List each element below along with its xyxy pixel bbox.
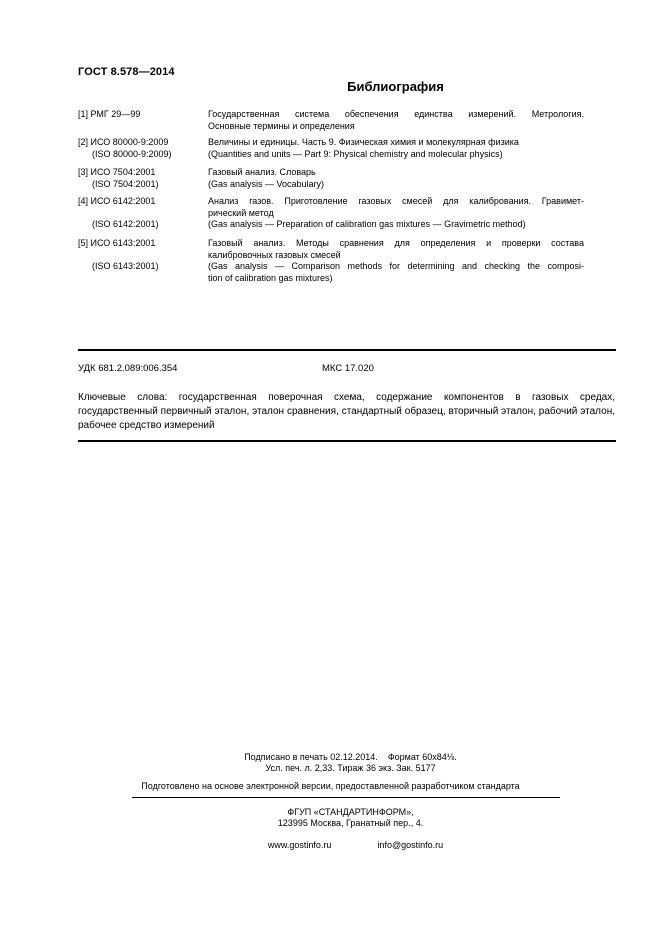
reference-iso-code: (ISO 6143:2001) [92,261,159,271]
reference-code: ИСО 6142:2001 [90,196,156,206]
print-details-line: Усл. печ. л. 2,33. Тираж 36 экз. Зак. 5177 [265,763,436,773]
reference-code: ИСО 6143:2001 [90,238,156,248]
reference-text-line: (Quantities and units — Part 9: Physical chemistry and molecular physics) [208,148,503,159]
document-code: ГОСТ 8.578—2014 [78,66,175,78]
reference-text-line: Газовый анализ. Методы сравнения для определения и проверки состава [208,238,584,248]
mks-code: МКС 17.020 [322,363,374,374]
imprint-divider [132,797,560,798]
reference-text-line: (Gas analysis — Preparation of calibration gas mixtures — Gravimetric method) [208,219,526,229]
reference-number: [4] [78,196,89,206]
reference-text-line: калибровочных газовых смесей [208,249,341,260]
prepared-note: Подготовлено на основе электронной версии, предоставленной разработчиком стандарта [141,781,520,791]
bibliography-title: Библиография [347,79,444,94]
website-link[interactable]: www.gostinfo.ru [267,840,332,850]
reference-code: РМГ 29—99 [90,109,141,119]
reference-text-line: рический метод [208,207,274,218]
reference-text-line: Величины и единицы. Часть 9. Физическая химия и молекулярная физика [208,137,519,147]
udk-code: УДК 681.2.089:006.354 [78,363,178,374]
email-link[interactable]: info@gostinfo.ru [377,840,444,850]
reference-iso-code: (ISO 80000-9:2009) [92,148,172,159]
reference-code: ИСО 80000-9:2009 [90,137,169,147]
reference-text-line: Анализ газов. Приготовление газовых смесей для калибрования. Гравимет- [208,196,584,206]
reference-iso-code: (ISO 7504:2001) [92,178,159,189]
reference-number: [2] [78,137,89,147]
imprint-print-info [0,752,661,774]
reference-text-line: Газовый анализ. Словарь [208,167,316,177]
top-divider [78,349,616,351]
publisher-address: 123995 Москва, Гранатный пер., 4. [277,818,424,828]
keywords-paragraph: Ключевые слова: государственная поверочная схема, содержание компонентов в газовых средах, государственный первичный эталон, эталон сравнения, стандартный образец, вторичный эталон, рабочий эталон, рабочее средство измерений [78,392,615,431]
reference-text-line: tion of calibration gas mixtures) [208,272,333,283]
reference-number: [3] [78,167,89,177]
reference-number: [5] [78,238,89,248]
reference-text-line: Государственная система обеспечения единства измерений. Метрология. [208,109,584,119]
reference-number: [1] [78,109,89,119]
reference-code: ИСО 7504:2001 [90,167,156,177]
bottom-divider [78,440,616,442]
publisher-block [0,807,661,862]
signed-line: Подписано в печать 02.12.2014. Формат 60x84⅛. [244,752,457,762]
reference-text-line: (Gas analysis — Vocabulary) [208,178,325,189]
reference-text-line: Основные термины и определения [208,120,355,131]
reference-iso-code: (ISO 6142:2001) [92,219,159,229]
reference-text-line: (Gas analysis — Comparison methods for determining and checking the composi- [208,261,584,271]
publisher-name: ФГУП «СТАНДАРТИНФОРМ», [287,807,414,817]
